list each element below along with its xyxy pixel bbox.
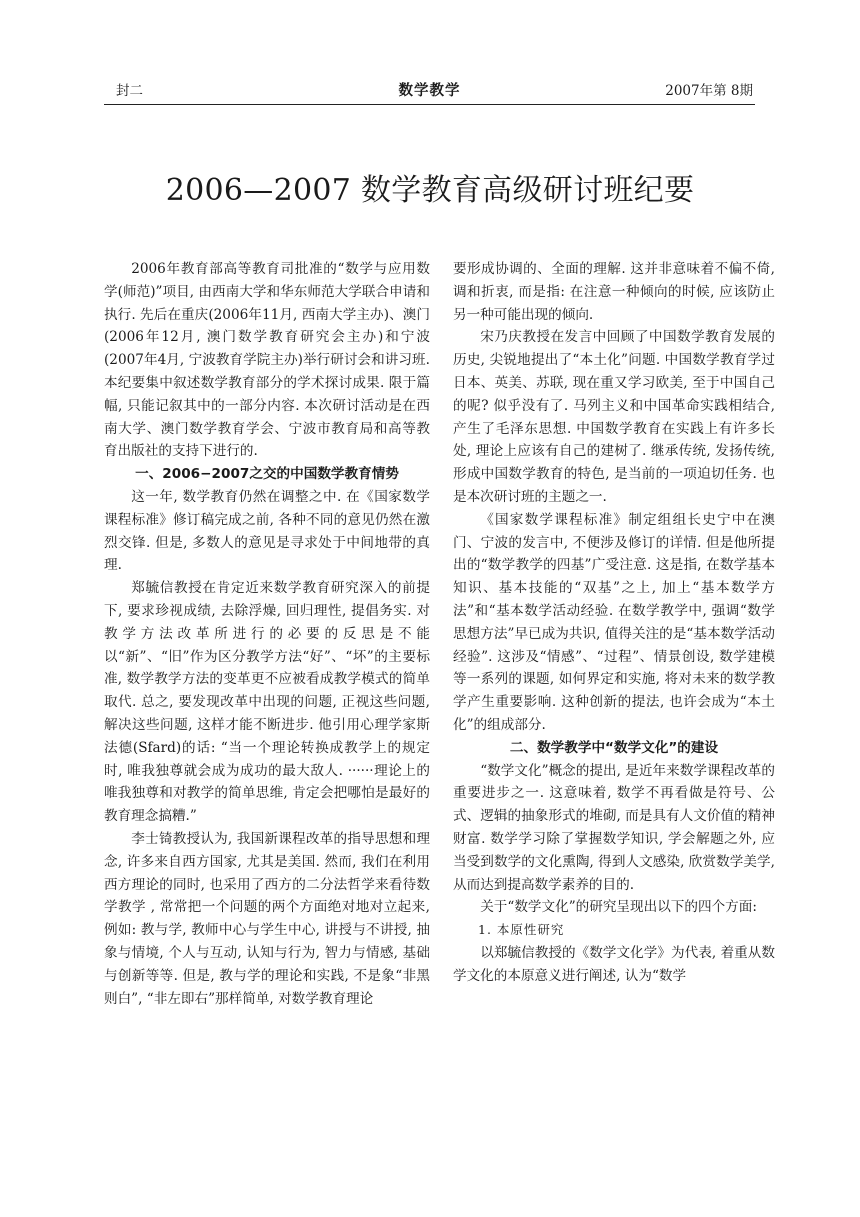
section-heading: 一、2006−2007之交的中国数学教育情势 (135, 466, 399, 483)
running-header (104, 80, 755, 102)
issue-label: 2007年第 8期 (665, 83, 753, 99)
left-column (104, 258, 430, 1010)
paragraph: 这一年, 数学教育仍然在调整之中. 在《国家数学课程标准》修订稿完成之前, 各种不同的意见仍然在激烈交锋. 但是, 多数人的意见是寻求处于中间地带的真理. (104, 488, 430, 574)
right-column (453, 258, 775, 988)
paragraph: 《国家数学课程标准》制定组组长史宁中在澳门、宁波的发言中, 不便涉及修订的详情. 但是他所提出的“数学教学的四基”广受注意. 这是指, 在数学基本知识、基本技能的“双基”之上, 加上“基本数学方法”和“基本数学活动经验. 在数学教学中, 强调“数学思想方法”早已成为共识, 值得关注的是“基本数学活动经验”. 这涉及“情感”、“过程”、情景创设, 数学建模等一系列的课题, 如何界定和实施, 将对未来的数学教学产生重要影响. 这种创新的提法, 也许会成为“本土化”的组成部分. (453, 511, 775, 733)
subsection-heading: 1. 本原性研究 (478, 922, 565, 938)
header-rule (104, 104, 755, 105)
paragraph: 关于“数学文化”的研究呈现出以下的四个方面: (480, 899, 757, 916)
article-title: 2006—2007 数学教育高级研讨班纪要 (165, 173, 695, 208)
journal-name: 数学教学 (398, 82, 461, 99)
paragraph: 郑毓信教授在肯定近来数学教育研究深入的前提下, 要求珍视成绩, 去除浮燥, 回归理性, 提倡务实. 对教学方法改革所进行的必要的反思是不能以“新”、“旧”作为区分教学方法“好”、“坏”的主要标准, 数学教学方法的变革更不应被看成教学模式的简单取代. 总之, 要发现改革中出现的问题, 正视这些问题, 解决这些问题, 这样才能不断进步. 他引用心理学家斯法德(Sfard)的话: “当一个理论转换成教学上的规定时, 唯我独尊就会成为成功的最大敌人. ······理论上的唯我独尊和对教学的简单思维, 肯定会把哪怕是最好的教育理念搞糟.” (104, 580, 430, 825)
paragraph: 以郑毓信教授的《数学文化学》为代表, 着重从数学文化的本原意义进行阐述, 认为“数学 (453, 944, 775, 984)
section-heading: 二、数学教学中“数学文化”的建设 (509, 739, 719, 756)
paragraph: 要形成协调的、全面的理解. 这并非意味着不偏不倚, 调和折衷, 而是指: 在注意一种倾向的时候, 应该防止另一种可能出现的倾向. (453, 261, 775, 323)
paragraph: “数学文化”概念的提出, 是近年来数学课程改革的重要进步之一. 这意味着, 数学不再看做是符号、公式、逻辑的抽象形式的堆砌, 而是具有人文价值的精神财富. 数学学习除了掌握数学知识, 学会解题之外, 应当受到数学的文化熏陶, 得到人文感染, 欣赏数学美学, 从而达到提高数学素养的目的. (453, 762, 775, 893)
page-label: 封二 (116, 83, 143, 99)
paragraph: 2006年教育部高等教育司批准的“数学与应用数学(师范)”项目, 由西南大学和华东师范大学联合申请和执行. 先后在重庆(2006年11月, 西南大学主办)、澳门(2006年12月, 澳门数学教育研究会主办)和宁波(2007年4月, 宁波教育学院主办)举行研讨会和讲习班. 本纪要集中叙述数学教育部分的学术探讨成果. 限于篇幅, 只能记叙其中的一部分内容. 本次研讨活动是在西南大学、澳门数学教育学会、宁波市教育局和高等教育出版社的支持下进行的. (104, 261, 430, 460)
paragraph: 李士锜教授认为, 我国新课程改革的指导思想和理念, 许多来自西方国家, 尤其是美国. 然而, 我们在利用西方理论的同时, 也采用了西方的二分法哲学来看待数学教学 , 常常把一个问题的两个方面绝对地对立起来, 例如: 教与学, 教师中心与学生中心, 讲授与不讲授, 抽象与情境, 个人与互动, 认知与行为, 智力与情感, 基础与创新等等. 但是, 教与学的理论和实践, 不是象“非黑则白”, “非左即右”那样简单, 对数学教育理论 (104, 830, 430, 1007)
paragraph: 宋乃庆教授在发言中回顾了中国数学教育发展的历史, 尖锐地提出了“本土化”问题. 中国数学教育学过日本、英美、苏联, 现在重又学习欧美, 至于中国自己的呢? 似乎没有了. 马列主义和中国革命实践相结合, 产生了毛泽东思想. 中国数学教育在实践上有许多长处, 理论上应该有自己的建树了. 继承传统, 发扬传统, 形成中国数学教育的特色, 是当前的一项迫切任务. 也是本次研讨班的主题之一. (453, 329, 775, 505)
